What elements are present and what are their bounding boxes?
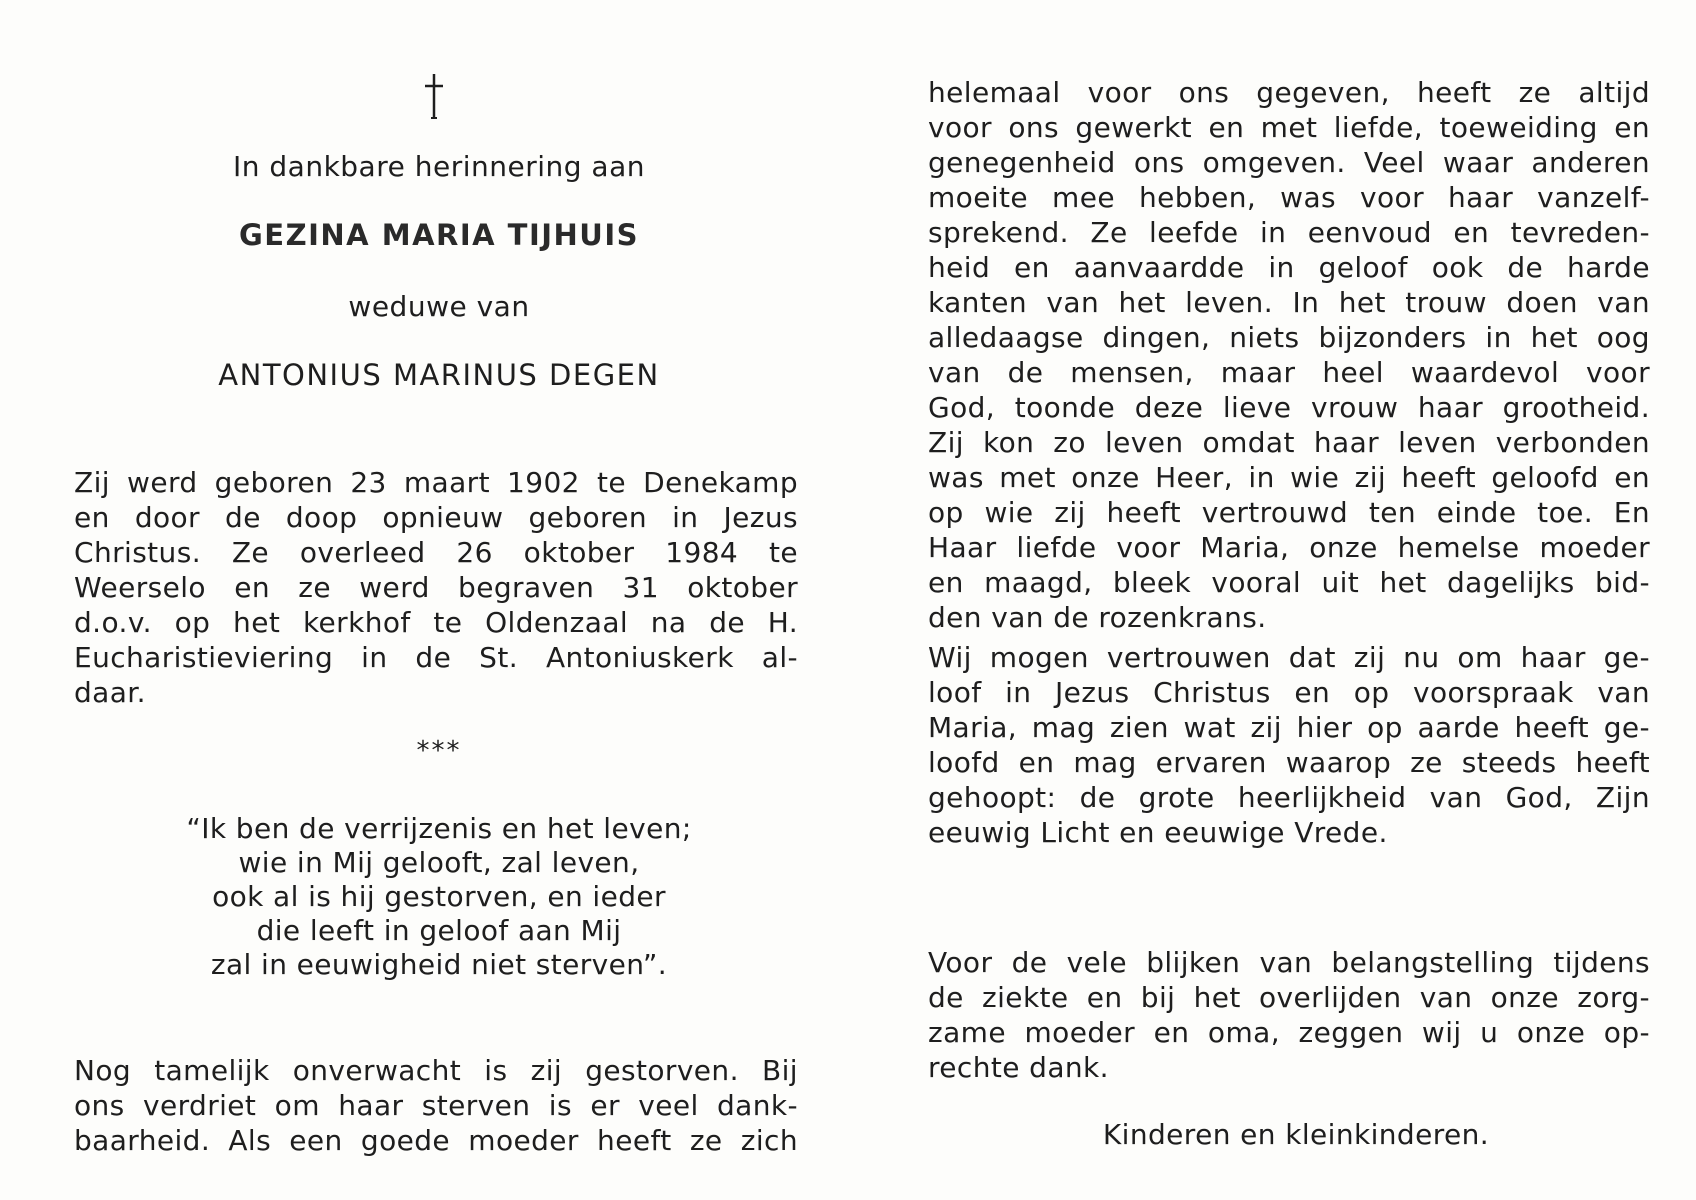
hope-line: eeuwig Licht en eeuwige Vrede.	[928, 816, 1388, 849]
bio-line: Zij werd geboren 23 maart 1902 te Denekamp	[74, 466, 798, 499]
hope-line: loofd en mag ervaren waarop ze steeds heeft	[928, 746, 1650, 779]
thanks-line: Voor de vele blijken van belangstelling tijdens	[928, 946, 1650, 979]
verse-line: die leeft in geloof aan Mij	[256, 914, 622, 947]
verse-line: zal in eeuwigheid niet sterven”.	[210, 948, 668, 981]
bio-line: en door de doop opnieuw geboren in Jezus	[74, 501, 798, 534]
left-page	[74, 0, 804, 1200]
tribute-line: was met onze Heer, in wie zij heeft geloofd en	[928, 461, 1650, 494]
separator-stars: ***	[416, 736, 462, 766]
thanks-line: zame moeder en oma, zeggen wij u onze op-	[928, 1016, 1650, 1049]
biography-paragraph	[74, 465, 798, 710]
tribute-line: van de mensen, maar heel waardevol voor	[928, 356, 1650, 389]
bio-line: Weerselo en ze werd begraven 31 oktober	[74, 571, 798, 604]
hope-line: Wij mogen vertrouwen dat zij nu om haar ge-	[928, 641, 1650, 674]
tribute-line: genegenheid ons omgeven. Veel waar anderen	[928, 146, 1650, 179]
cross-icon	[422, 72, 446, 120]
bio-line: Christus. Ze overleed 26 oktober 1984 te	[74, 536, 798, 569]
tribute-line: Zij kon zo leven omdat haar leven verbonden	[928, 426, 1650, 459]
bio-line: Eucharistieviering in de St. Antoniuskerk al-	[74, 641, 798, 674]
verse-line: ook al is hij gestorven, en ieder	[212, 880, 666, 913]
tribute-line: helemaal voor ons gegeven, heeft ze altijd	[928, 76, 1650, 109]
thanks-paragraph	[928, 945, 1650, 1085]
tribute-line: God, toonde deze lieve vrouw haar grootheid.	[928, 391, 1650, 424]
thanks-line: rechte dank.	[928, 1051, 1109, 1084]
tribute-line: Haar liefde voor Maria, onze hemelse moeder	[928, 531, 1650, 564]
tribute-line: op wie zij heeft vertrouwd ten einde toe. En	[928, 496, 1650, 529]
tribute-line: moeite mee hebben, was voor haar vanzelf-	[928, 181, 1650, 214]
tribute-line: heid en aanvaardde in geloof ook de harde	[928, 251, 1650, 284]
tribute-line: baarheid. Als een goede moeder heeft ze zich	[74, 1124, 798, 1157]
tribute-line: kanten van het leven. In het trouw doen van	[928, 286, 1650, 319]
thanks-line: de ziekte en bij het overlijden van onze zorg-	[928, 981, 1650, 1014]
hope-line: loof in Jezus Christus en op voorspraak van	[928, 676, 1650, 709]
hope-line: Maria, mag zien wat zij hier op aarde heeft ge-	[928, 711, 1650, 744]
intro-text: In dankbare herinnering aan	[232, 150, 645, 183]
deceased-name: GEZINA MARIA TIJHUIS	[238, 218, 640, 252]
bio-line: d.o.v. op het kerkhof te Oldenzaal na de H.	[74, 606, 798, 639]
signature: Kinderen en kleinkinderen.	[1102, 1118, 1490, 1151]
hope-paragraph	[928, 640, 1650, 850]
widow-of-text: weduwe van	[348, 290, 530, 323]
tribute-line: en maagd, bleek vooral uit het dagelijks bid-	[928, 566, 1650, 599]
tribute-line: den van de rozenkrans.	[928, 601, 1267, 634]
verse-line: “Ik ben de verrijzenis en het leven;	[186, 812, 692, 845]
tribute-line: Nog tamelijk onverwacht is zij gestorven. Bij	[74, 1054, 798, 1087]
hope-line: gehoopt: de grote heerlijkheid van God, Zijn	[928, 781, 1650, 814]
scripture-verse	[74, 812, 804, 982]
tribute-line: alledaagse dingen, niets bijzonders in het oog	[928, 321, 1650, 354]
tribute-paragraph-continued	[928, 75, 1650, 635]
tribute-paragraph-start	[74, 1053, 798, 1158]
bio-line: daar.	[74, 676, 146, 709]
verse-line: wie in Mij gelooft, zal leven,	[238, 846, 640, 879]
tribute-line: voor ons gewerkt en met liefde, toeweiding en	[928, 111, 1650, 144]
tribute-line: sprekend. Ze leefde in eenvoud en tevreden-	[928, 216, 1650, 249]
tribute-line: ons verdriet om haar sterven is er veel dank-	[74, 1089, 798, 1122]
right-page	[928, 0, 1664, 1200]
spouse-name: ANTONIUS MARINUS DEGEN	[218, 358, 660, 392]
